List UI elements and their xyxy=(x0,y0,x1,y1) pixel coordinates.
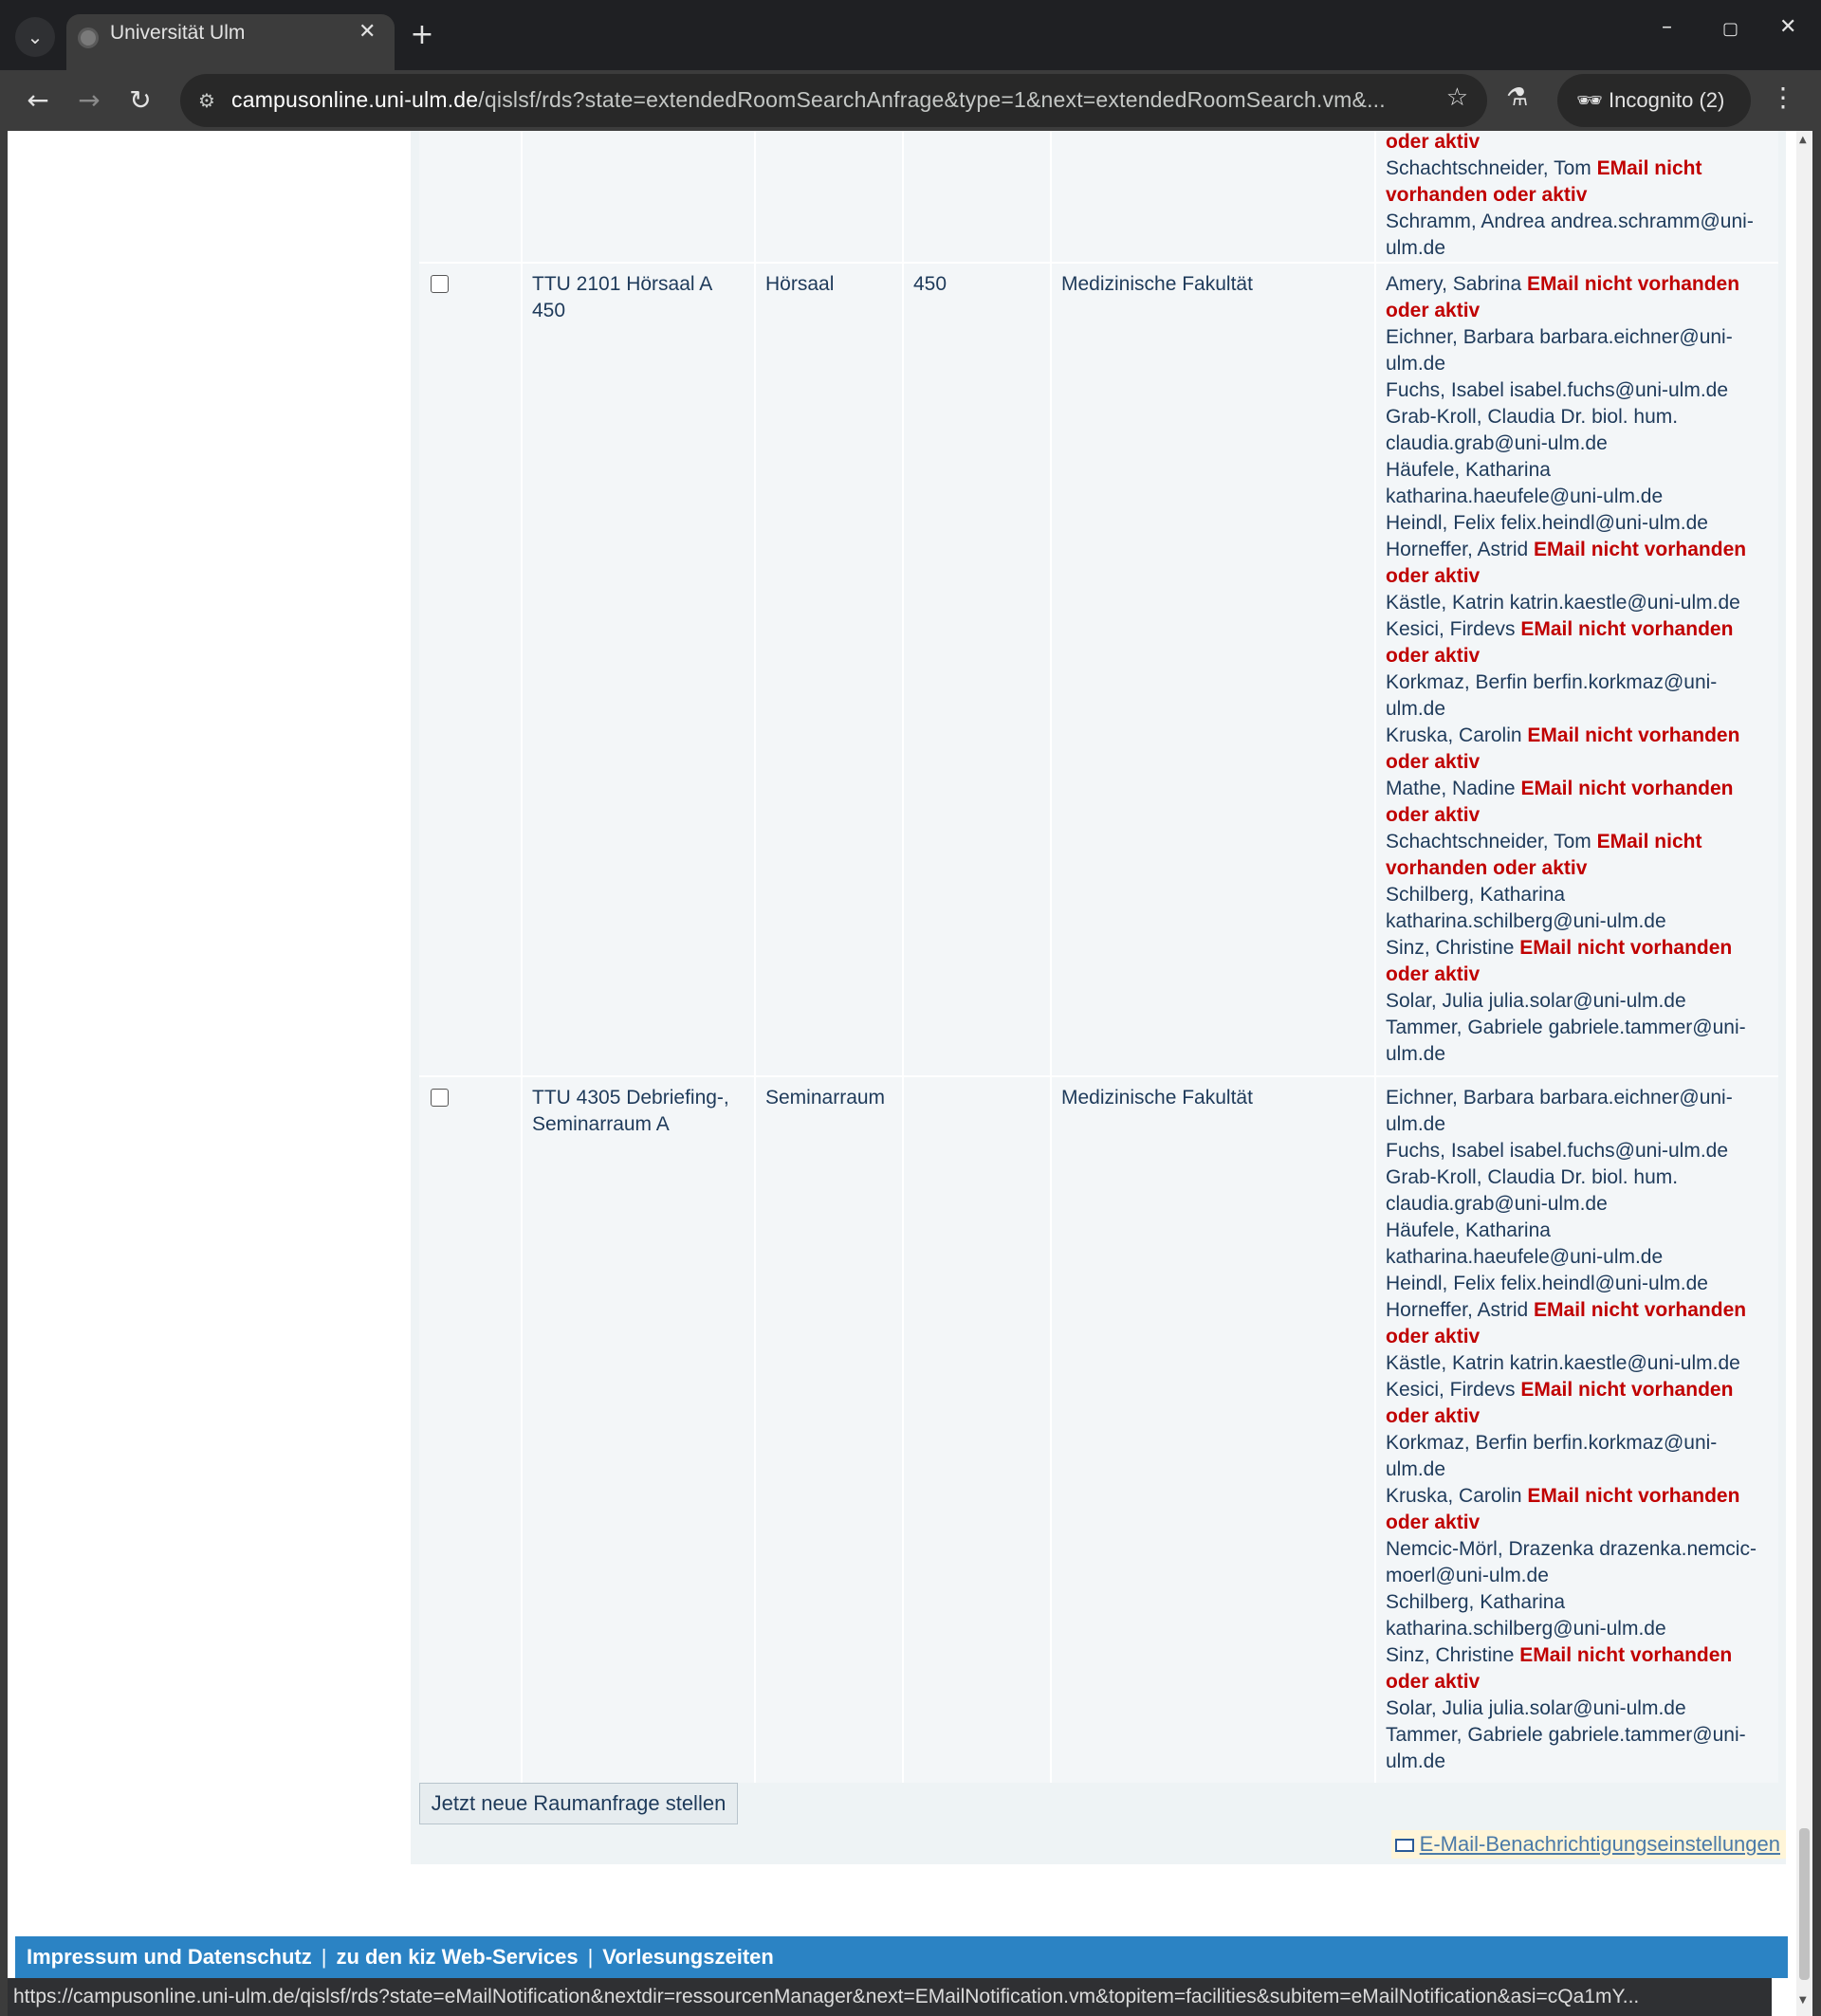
arrow-left-icon[interactable]: ← xyxy=(27,84,49,116)
contact-email[interactable]: felix.heindl@uni-ulm.de xyxy=(1500,512,1708,534)
contact-name: Kruska, Carolin xyxy=(1386,1485,1522,1507)
contact-entry xyxy=(1386,1722,1769,1775)
room-name-cell xyxy=(523,1075,756,1783)
contact-name: Schachtschneider, Tom xyxy=(1386,157,1591,179)
room-seats: 450 xyxy=(913,273,947,295)
room-type: Seminarraum xyxy=(765,1087,886,1109)
contact-name: Horneffer, Astrid xyxy=(1386,1299,1529,1321)
contact-entry xyxy=(1386,457,1769,510)
contact-entry xyxy=(1386,882,1769,935)
contact-name: Grab-Kroll, Claudia Dr. biol. hum. xyxy=(1386,1166,1679,1188)
star-icon[interactable]: ☆ xyxy=(1445,83,1468,112)
scroll-up-arrow-icon[interactable]: ▲ xyxy=(1799,135,1807,145)
contact-entry xyxy=(1386,1271,1769,1297)
globe-icon xyxy=(78,27,99,48)
select-cell xyxy=(419,262,523,1075)
contact-name: Schilberg, Katharina xyxy=(1386,1591,1566,1613)
email-missing-notice: EMail nicht vorhanden oder aktiv xyxy=(1386,1485,1740,1533)
room-faculty-cell xyxy=(1052,1075,1376,1783)
contact-entry xyxy=(1386,829,1769,882)
contacts-cell xyxy=(1376,131,1778,262)
contact-name: Fuchs, Isabel xyxy=(1386,1140,1504,1162)
contact-name: Schachtschneider, Tom xyxy=(1386,831,1591,852)
contact-entry xyxy=(1386,935,1769,988)
maximize-icon[interactable]: ▢ xyxy=(1722,19,1739,39)
contact-email[interactable]: julia.solar@uni-ulm.de xyxy=(1488,990,1686,1012)
browser-tab[interactable] xyxy=(66,14,395,70)
room-seats-cell xyxy=(904,1075,1052,1783)
window-frame-right xyxy=(1812,131,1821,2016)
contact-entry xyxy=(1386,271,1769,324)
contacts-list xyxy=(1386,131,1769,262)
page-footer xyxy=(15,1936,1788,1978)
contact-name: Tammer, Gabriele xyxy=(1386,1017,1543,1038)
contact-name: Heindl, Felix xyxy=(1386,512,1496,534)
contact-name: Eichner, Barbara xyxy=(1386,1087,1535,1109)
contact-entry xyxy=(1386,1377,1769,1430)
contact-email[interactable]: katharina.haeufele@uni-ulm.de xyxy=(1386,486,1664,507)
contact-entry xyxy=(1386,1695,1769,1722)
scroll-down-arrow-icon[interactable]: ▼ xyxy=(1799,1995,1807,2006)
flask-icon[interactable]: ⚗ xyxy=(1506,83,1529,112)
room-type: Hörsaal xyxy=(765,273,835,295)
scrollbar-thumb[interactable] xyxy=(1799,1828,1810,1980)
contact-name: Kästle, Katrin xyxy=(1386,1352,1504,1374)
url-text[interactable] xyxy=(231,87,1386,113)
contact-entry xyxy=(1386,1589,1769,1642)
room-faculty-cell xyxy=(1052,262,1376,1075)
email-settings-label: E-Mail-Benachrichtigungseinstellungen xyxy=(1419,1832,1780,1856)
page-viewport xyxy=(8,131,1796,2016)
email-missing-notice: EMail nicht vorhanden oder aktiv xyxy=(1386,157,1702,206)
contact-entry xyxy=(1386,324,1769,377)
email-missing-notice: EMail nicht vorhanden oder aktiv xyxy=(1386,1379,1734,1427)
window-close-icon[interactable]: ✕ xyxy=(1779,15,1797,39)
email-settings-link[interactable] xyxy=(1391,1830,1786,1859)
contact-entry xyxy=(1386,1430,1769,1483)
address-bar[interactable] xyxy=(180,74,1487,127)
contact-name: Häufele, Katharina xyxy=(1386,1219,1551,1241)
email-missing-notice: EMail nicht vorhanden oder aktiv xyxy=(1386,778,1734,826)
contact-name: Korkmaz, Berfin xyxy=(1386,671,1528,693)
contact-entry xyxy=(1386,1015,1769,1068)
contact-entry xyxy=(1386,209,1769,262)
contact-email[interactable]: berfin.korkmaz@uni-ulm.de xyxy=(1386,1432,1718,1480)
minimize-icon[interactable]: – xyxy=(1662,15,1672,39)
contact-email[interactable]: barbara.eichner@uni-ulm.de xyxy=(1386,326,1733,375)
room-type-cell xyxy=(756,262,904,1075)
email-missing-notice: EMail nicht vorhanden oder aktiv xyxy=(1386,937,1733,985)
contact-name: Kästle, Katrin xyxy=(1386,592,1504,614)
contact-email[interactable]: katrin.kaestle@uni-ulm.de xyxy=(1509,592,1740,614)
contact-name: Solar, Julia xyxy=(1386,990,1483,1012)
contact-entry xyxy=(1386,988,1769,1015)
arrow-right-icon[interactable]: → xyxy=(78,84,101,116)
contact-name: Amery, Sabrina xyxy=(1386,273,1522,295)
window-frame-left xyxy=(0,131,8,2016)
contact-name: Kesici, Firdevs xyxy=(1386,1379,1516,1401)
browser-title-bar xyxy=(0,0,1821,70)
room-faculty: Medizinische Fakultät xyxy=(1061,1087,1253,1109)
room-select-checkbox[interactable] xyxy=(431,1089,449,1107)
contact-email[interactable]: berfin.korkmaz@uni-ulm.de xyxy=(1386,671,1718,720)
email-missing-notice: EMail nicht vorhanden oder aktiv xyxy=(1386,1299,1747,1347)
incognito-button[interactable] xyxy=(1557,74,1751,127)
contact-entry xyxy=(1386,1085,1769,1138)
contact-email[interactable]: katrin.kaestle@uni-ulm.de xyxy=(1509,1352,1740,1374)
email-missing-notice: oder aktiv xyxy=(1386,131,1481,153)
contact-entry xyxy=(1386,590,1769,616)
contact-name: Häufele, Katharina xyxy=(1386,459,1551,481)
contact-name: Kruska, Carolin xyxy=(1386,724,1522,746)
contact-entry xyxy=(1386,1536,1769,1589)
contact-entry xyxy=(1386,537,1769,590)
contact-entry xyxy=(1386,616,1769,669)
tune-icon[interactable]: ⚙ xyxy=(198,89,215,112)
contacts-cell xyxy=(1376,1075,1778,1783)
contact-email[interactable]: andrea.schramm@uni-ulm.de xyxy=(1386,211,1754,259)
room-name: TTU 4305 Debriefing-, Seminarraum A xyxy=(532,1087,729,1135)
contact-entry xyxy=(1386,404,1769,457)
contact-email[interactable]: barbara.eichner@uni-ulm.de xyxy=(1386,1087,1733,1135)
contact-email[interactable]: claudia.grab@uni-ulm.de xyxy=(1386,1193,1608,1215)
contact-entry xyxy=(1386,776,1769,829)
contact-entry xyxy=(1386,669,1769,723)
footer-separator: | xyxy=(587,1945,594,1969)
contact-entry xyxy=(1386,1297,1769,1350)
footer-separator: | xyxy=(321,1945,327,1969)
chevron-down-icon[interactable]: ⌄ xyxy=(15,17,55,57)
page-scrollbar[interactable] xyxy=(1796,131,1812,2016)
contact-email[interactable]: isabel.fuchs@uni-ulm.de xyxy=(1509,1140,1729,1162)
contact-email[interactable]: gabriele.tammer@uni-ulm.de xyxy=(1386,1017,1746,1065)
room-select-checkbox[interactable] xyxy=(431,275,449,293)
contact-entry xyxy=(1386,1642,1769,1695)
incognito-label: Incognito (2) xyxy=(1609,88,1725,112)
contact-name: Eichner, Barbara xyxy=(1386,326,1535,348)
contact-email[interactable]: katharina.haeufele@uni-ulm.de xyxy=(1386,1246,1664,1268)
email-missing-notice: EMail nicht vorhanden oder aktiv xyxy=(1386,618,1734,667)
contact-email[interactable]: claudia.grab@uni-ulm.de xyxy=(1386,432,1608,454)
contact-entry xyxy=(1386,1483,1769,1536)
contact-entry xyxy=(1386,1350,1769,1377)
room-name-cell xyxy=(523,262,756,1075)
contact-email[interactable]: katharina.schilberg@uni-ulm.de xyxy=(1386,1618,1666,1640)
contact-entry xyxy=(1386,723,1769,776)
room-seats-cell xyxy=(904,262,1052,1075)
incognito-icon: 🕶 xyxy=(1576,88,1609,112)
contact-name: Sinz, Christine xyxy=(1386,1644,1515,1666)
contact-entry xyxy=(1386,156,1769,209)
email-missing-notice: EMail nicht vorhanden oder aktiv xyxy=(1386,273,1740,321)
envelope-icon xyxy=(1395,1839,1414,1852)
contact-name: Tammer, Gabriele xyxy=(1386,1724,1543,1746)
room-name: TTU 2101 Hörsaal A 450 xyxy=(532,273,712,321)
contact-name: Horneffer, Astrid xyxy=(1386,539,1529,560)
contact-name: Sinz, Christine xyxy=(1386,937,1515,959)
results-panel xyxy=(411,131,1786,1864)
contact-name: Grab-Kroll, Claudia Dr. biol. hum. xyxy=(1386,406,1679,428)
contact-name: Mathe, Nadine xyxy=(1386,778,1516,799)
contact-entry xyxy=(1386,1138,1769,1164)
tab-title: Universität Ulm xyxy=(110,22,246,44)
contact-name: Schilberg, Katharina xyxy=(1386,884,1566,906)
contact-name: Fuchs, Isabel xyxy=(1386,379,1504,401)
close-icon[interactable]: ✕ xyxy=(359,20,377,44)
url-host: campusonline.uni-ulm.de xyxy=(231,87,479,112)
table-row xyxy=(419,262,1778,1075)
new-room-request-button[interactable]: Jetzt neue Raumanfrage stellen xyxy=(419,1783,738,1824)
browser-toolbar xyxy=(0,70,1821,131)
contact-email[interactable]: katharina.schilberg@uni-ulm.de xyxy=(1386,910,1666,932)
contacts-cell xyxy=(1376,262,1778,1075)
contact-email[interactable]: gabriele.tammer@uni-ulm.de xyxy=(1386,1724,1746,1772)
email-missing-notice: EMail nicht vorhanden oder aktiv xyxy=(1386,724,1740,773)
contact-email[interactable]: felix.heindl@uni-ulm.de xyxy=(1500,1273,1708,1294)
select-cell xyxy=(419,1075,523,1783)
status-bar-url: https://campusonline.uni-ulm.de/qislsf/rds?state=eMailNotification&nextdir=ressourcenManager&next=EMailNotification.vm&topitem=facilities&subitem=eMailNotification&asi=cQa1mY... xyxy=(8,1978,1772,2016)
footer-link-vorlesungszeiten[interactable]: Vorlesungszeiten xyxy=(602,1945,774,1969)
room-faculty: Medizinische Fakultät xyxy=(1061,273,1253,295)
contact-entry xyxy=(1386,1164,1769,1218)
contact-entry xyxy=(1386,377,1769,404)
kebab-menu-icon[interactable]: ⋮ xyxy=(1770,82,1796,113)
contact-name: Nemcic-Mörl, Drazenka xyxy=(1386,1538,1594,1560)
room-type-cell xyxy=(756,1075,904,1783)
contact-name: Schramm, Andrea xyxy=(1386,211,1546,232)
contact-entry xyxy=(1386,131,1769,156)
url-path: /qislsf/rds?state=extendedRoomSearchAnfrage&type=1&next=extendedRoomSearch.vm&... xyxy=(478,87,1386,112)
contact-name: Solar, Julia xyxy=(1386,1697,1483,1719)
contact-entry xyxy=(1386,510,1769,537)
footer-link-kiz[interactable]: zu den kiz Web-Services xyxy=(336,1945,579,1969)
contact-email[interactable]: drazenka.nemcic-moerl@uni-ulm.de xyxy=(1386,1538,1757,1586)
table-row-partial xyxy=(419,131,1778,262)
contact-name: Heindl, Felix xyxy=(1386,1273,1496,1294)
contact-name: Kesici, Firdevs xyxy=(1386,618,1516,640)
contact-email[interactable]: julia.solar@uni-ulm.de xyxy=(1488,1697,1686,1719)
room-results-table xyxy=(419,131,1778,1783)
reload-icon[interactable]: ↻ xyxy=(129,84,152,116)
email-missing-notice: EMail nicht vorhanden oder aktiv xyxy=(1386,1644,1733,1693)
contact-name: Korkmaz, Berfin xyxy=(1386,1432,1528,1454)
contact-email[interactable]: isabel.fuchs@uni-ulm.de xyxy=(1509,379,1729,401)
table-row xyxy=(419,1075,1778,1783)
footer-link-impressum[interactable]: Impressum und Datenschutz xyxy=(27,1945,312,1969)
email-missing-notice: EMail nicht vorhanden oder aktiv xyxy=(1386,539,1747,587)
contact-entry xyxy=(1386,1218,1769,1271)
email-missing-notice: EMail nicht vorhanden oder aktiv xyxy=(1386,831,1702,879)
plus-icon[interactable]: + xyxy=(410,18,434,51)
